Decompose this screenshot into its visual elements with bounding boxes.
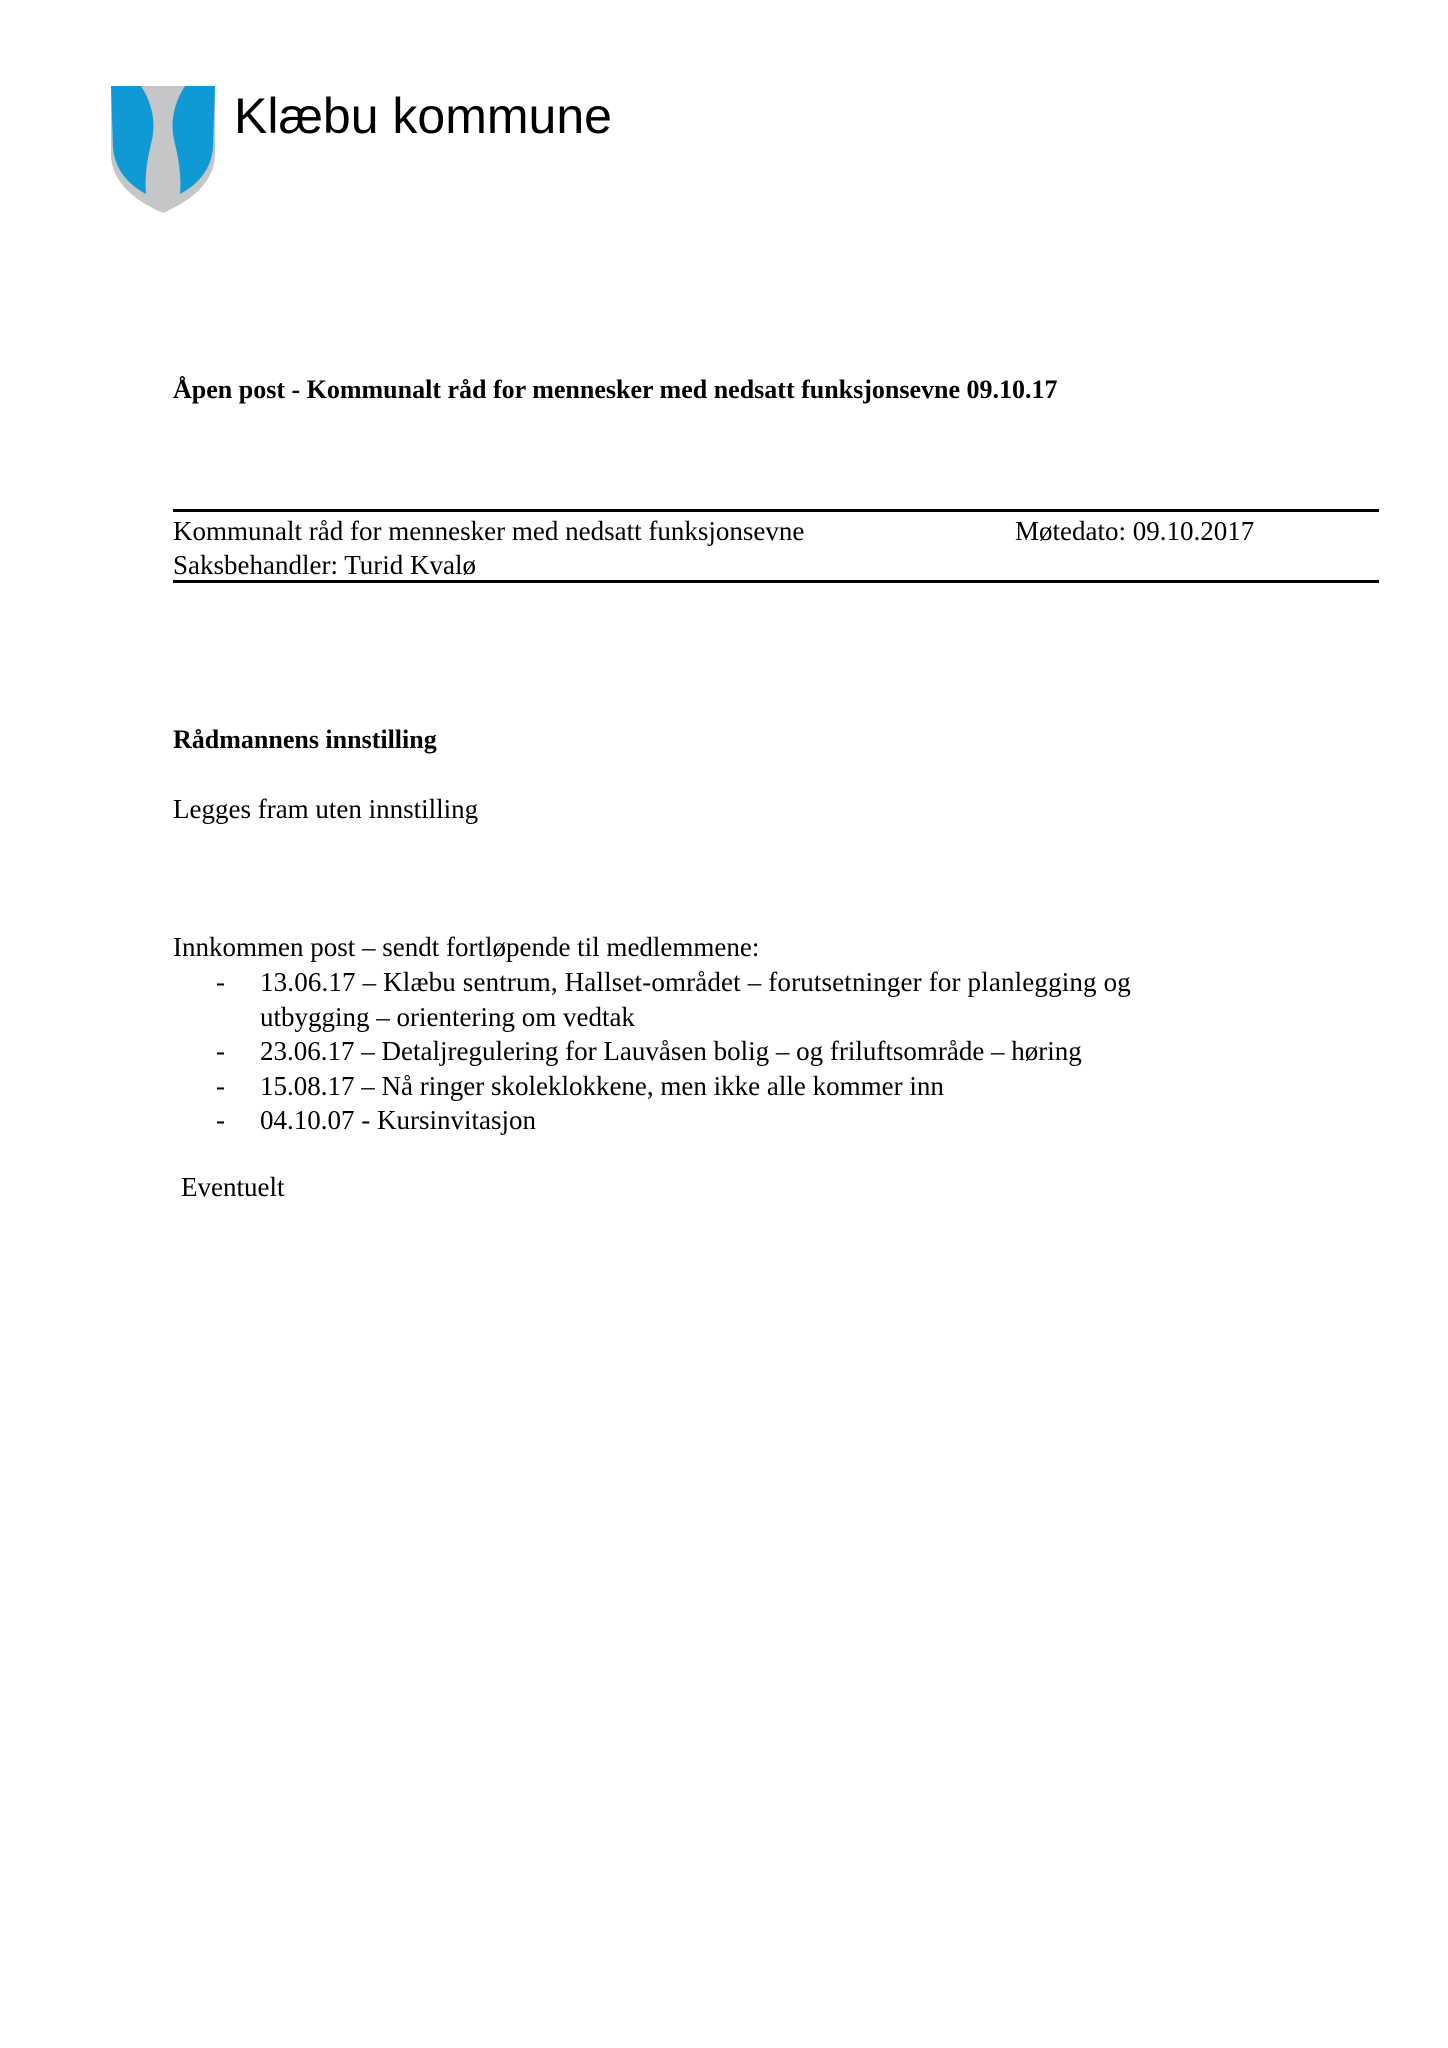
list-item (173, 1034, 1273, 1069)
list-item (173, 965, 1273, 1034)
incoming-mail-heading: Innkommen post – sendt fortløpende til medlemmene: (173, 932, 760, 962)
council-name: Kommunalt råd for mennesker med nedsatt funksjonsevne (173, 516, 805, 546)
recommendation-heading: Rådmannens innstilling (173, 725, 437, 754)
meta-bottom-divider (173, 580, 1379, 583)
list-bullet: - (216, 1036, 225, 1066)
list-item-text-continued: utbygging – orientering om vedtak (260, 1001, 635, 1032)
organization-name: Klæbu kommune (234, 88, 612, 144)
incoming-mail-list (173, 965, 1273, 1138)
list-item (173, 1069, 1273, 1104)
list-bullet: - (216, 1070, 225, 1101)
coat-of-arms-icon (111, 86, 215, 213)
misc-heading: Eventuelt (181, 1172, 285, 1202)
list-item-text: 15.08.17 – Nå ringer skoleklokkene, men ikke alle kommer inn (260, 1070, 944, 1101)
meta-top-divider (173, 509, 1379, 512)
list-item-text: 23.06.17 – Detaljregulering for Lauvåsen bolig – og friluftsområde – høring (260, 1036, 1082, 1066)
meeting-date: Møtedato: 09.10.2017 (1015, 516, 1255, 546)
list-item (173, 1103, 1273, 1138)
case-handler: Saksbehandler: Turid Kvalø (173, 550, 476, 580)
list-item-text: 04.10.07 - Kursinvitasjon (260, 1105, 536, 1135)
list-bullet: - (216, 967, 225, 997)
list-item-text: 13.06.17 – Klæbu sentrum, Hallset-området – forutsetninger for planlegging og (260, 967, 1131, 997)
recommendation-text: Legges fram uten innstilling (173, 794, 479, 824)
document-title: Åpen post - Kommunalt råd for mennesker med nedsatt funksjonsevne 09.10.17 (173, 375, 1058, 404)
list-bullet: - (216, 1105, 225, 1135)
